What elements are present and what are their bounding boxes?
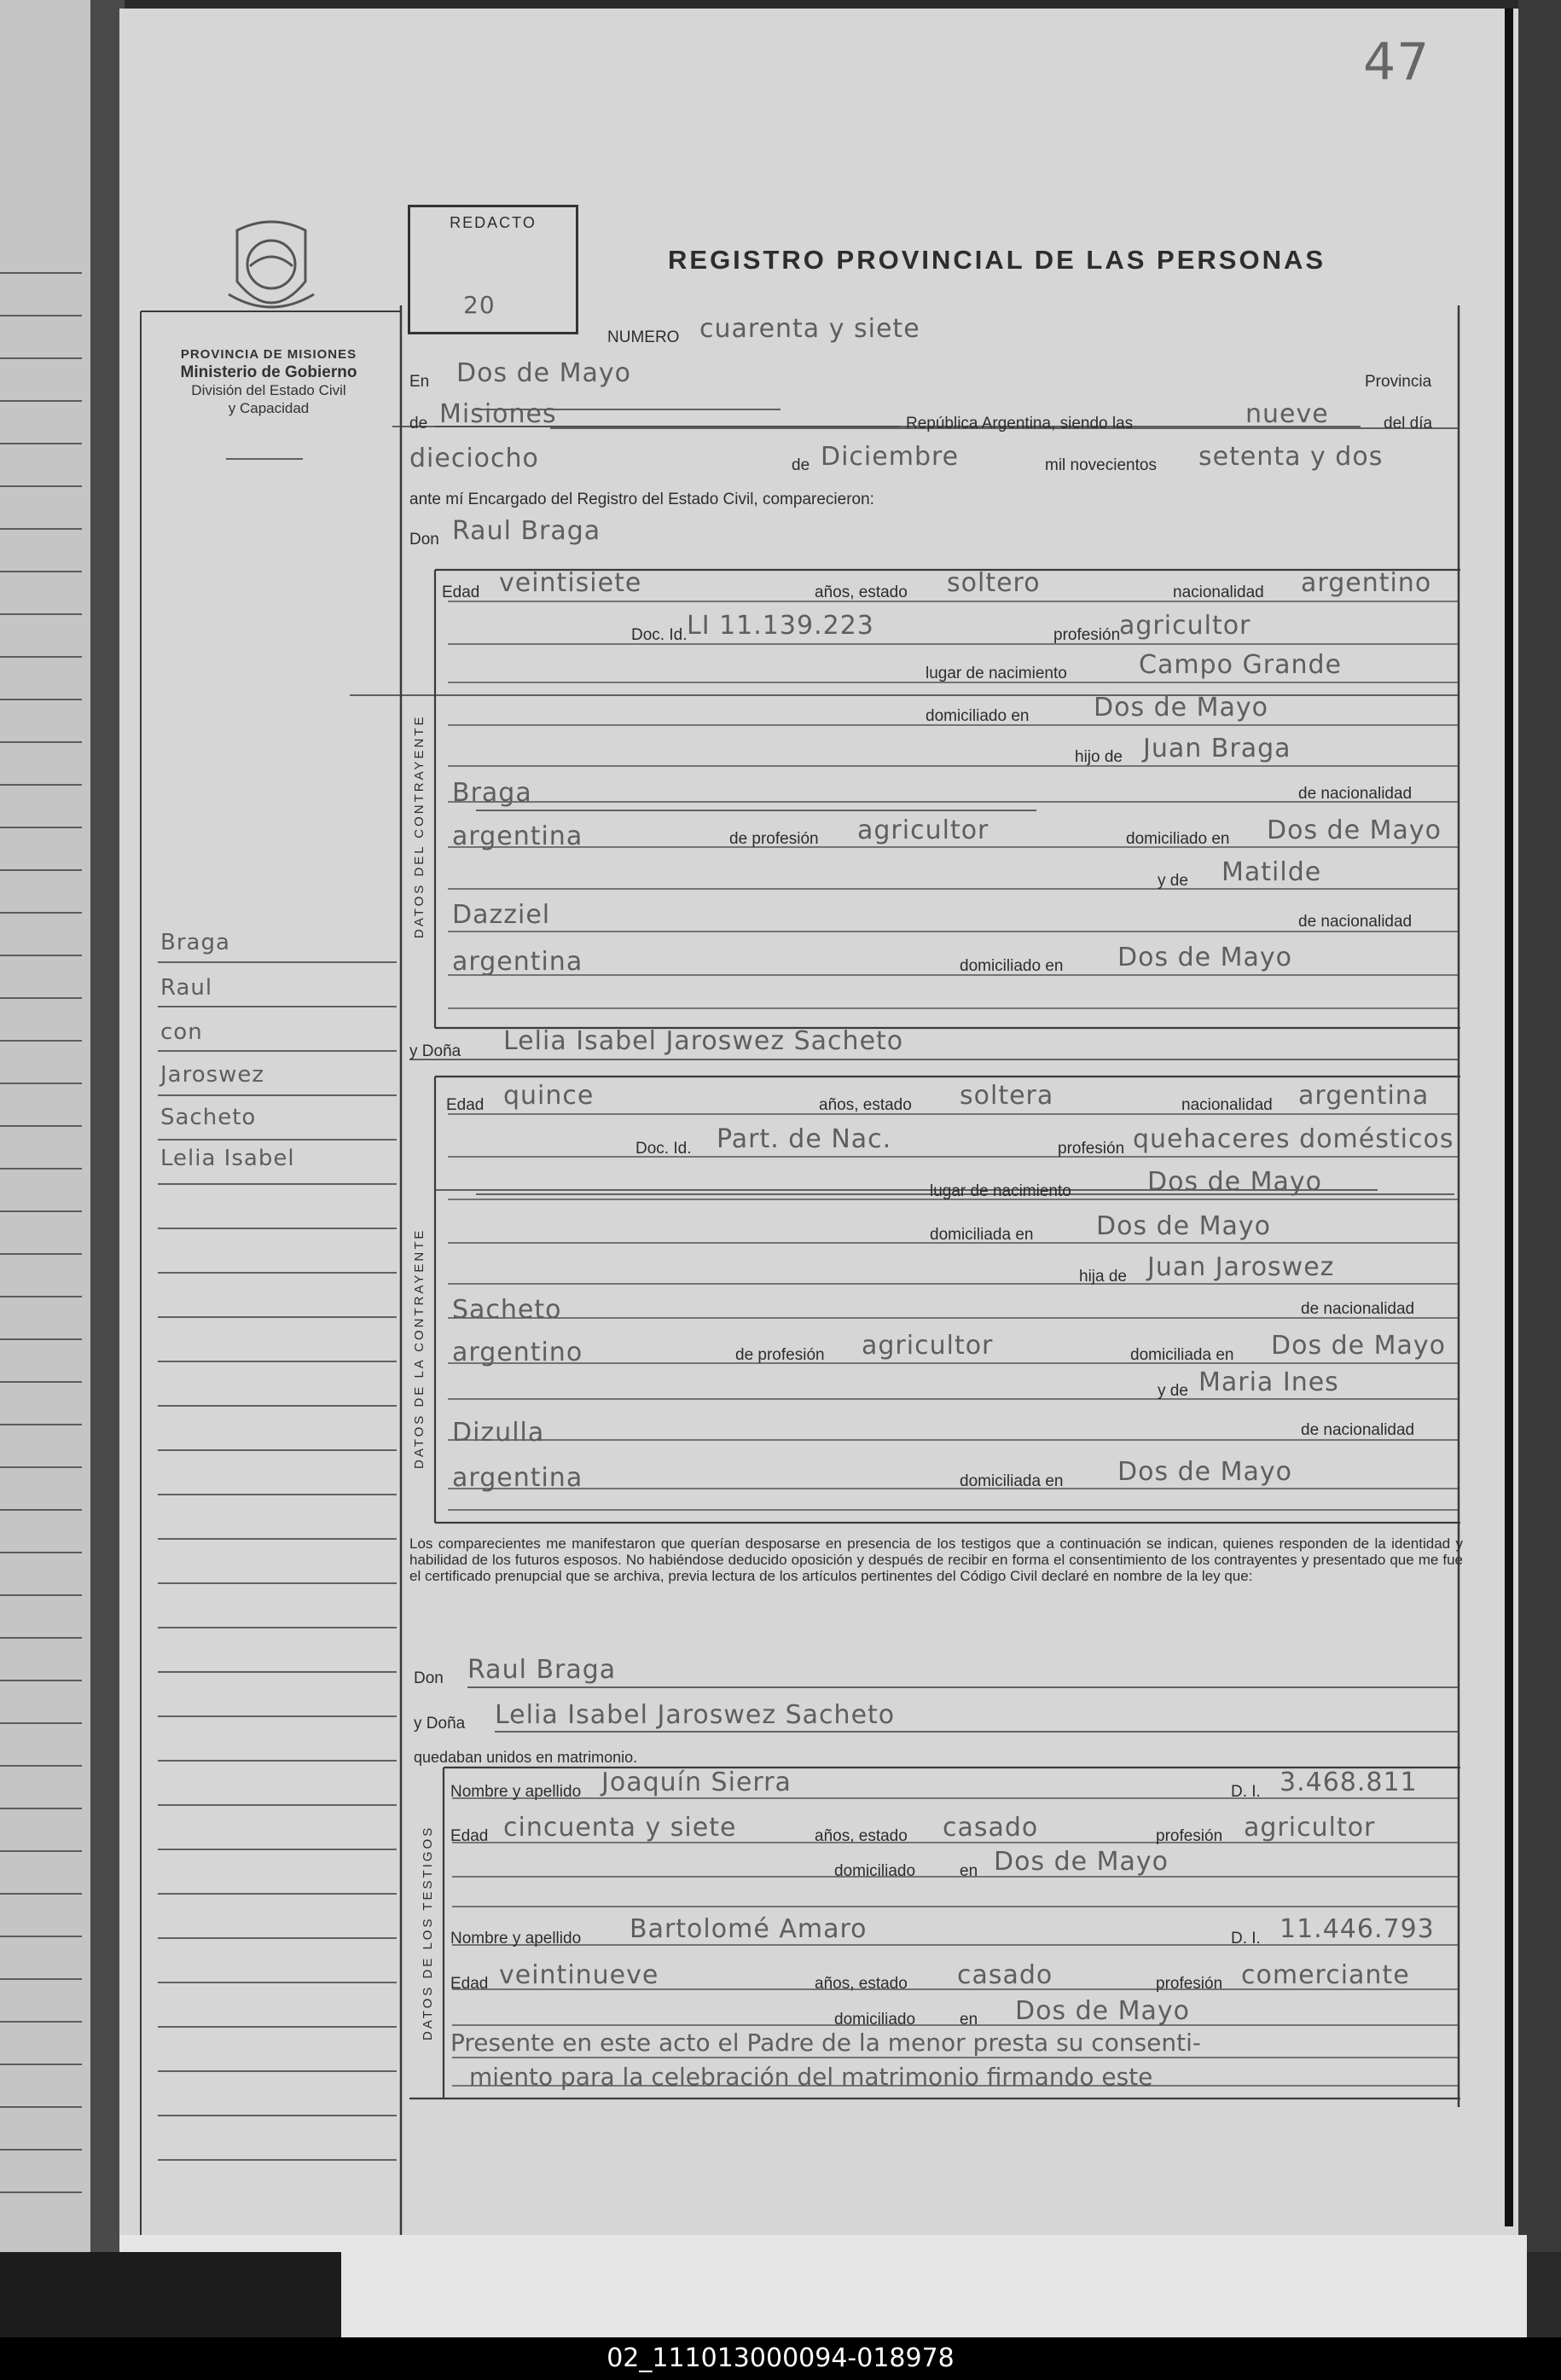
mes-value: Diciembre [821,442,960,472]
decl-don-label: Don [414,1669,444,1687]
margin-note-1: Braga [160,930,230,955]
c-estado-label: años, estado [815,583,908,601]
t2-edad-value: veintinueve [499,1960,659,1990]
de-label: de [409,415,428,432]
decl-dona-value: Lelia Isabel Jaroswez Sacheto [495,1700,896,1730]
witness-note-line-1: Presente en este acto el Padre de la menor presta su consenti- [450,2029,1202,2057]
f-estado-value: soltera [960,1081,1054,1111]
c-padre-line2: Braga [452,778,532,808]
c-lugar-label: lugar de nacimiento [926,665,1067,682]
t1-nombre-value: Joaquín Sierra [601,1768,792,1797]
t1-di-value: 3.468.811 [1280,1768,1418,1797]
t2-edad-label: Edad [450,1975,489,1993]
provincia-label: Provincia [1365,373,1432,391]
t1-prof-value: agricultor [1244,1813,1376,1843]
dia-value: dieciocho [409,444,539,473]
f-doc-label: Doc. Id. [635,1140,692,1158]
c-nac-label: nacionalidad [1173,583,1264,601]
t2-di-label: D. I. [1231,1930,1261,1948]
en-label: En [409,373,430,391]
c-padre-nac-label: de nacionalidad [1298,785,1413,803]
f-padre-dom-value: Dos de Mayo [1271,1331,1447,1361]
t1-estado-label: años, estado [815,1827,908,1845]
f-nac-label: nacionalidad [1181,1096,1273,1114]
t1-prof-label: profesión [1156,1827,1223,1845]
t1-edad-value: cincuenta y siete [503,1813,737,1843]
c-estado-value: soltero [947,568,1041,598]
f-padre-line2: Sacheto [452,1295,562,1325]
de2-label: de [792,456,810,474]
ante-mi-text: ante mí Encargado del Registro del Estado Civil, comparecieron: [409,491,874,508]
t2-dom-value: Dos de Mayo [1015,1996,1191,2026]
dona-value: Lelia Isabel Jaroswez Sacheto [503,1026,904,1056]
c-y-de-label: y de [1158,872,1188,890]
f-madre-dom-label: domiciliada en [960,1472,1064,1490]
anio-value: setenta y dos [1198,442,1384,472]
f-padre-prof-label: de profesión [735,1346,825,1364]
t2-estado-label: años, estado [815,1975,908,1993]
c-padre-dom-label: domiciliado en [1126,830,1230,848]
t1-dom-value: Dos de Mayo [994,1847,1169,1877]
de-value: Misiones [439,399,557,429]
f-y-de-label: y de [1158,1382,1188,1400]
declaration-text: Los comparecientes me manifestaron que querían desposarse en presencia de los testigos que a continuación se indican, quienes responden de la identidad y habilidad de los futuros esposos. No habiéndose deducido oposición y después de recibir en forma el consentimiento de los contrayentes y presentado que me fue el certificado prenupcial que se archiva, previa lectura de los artículos pertinentes del Código Civil declaré en nombre de la ley que: [409,1535,1463,1584]
numero-label: NUMERO [607,328,680,346]
c-padre-line1: Juan Braga [1143,734,1291,763]
f-doc-value: Part. de Nac. [717,1124,892,1154]
image-caption: 02_111013000094-018978 [0,2337,1561,2380]
c-padre-prof-value: agricultor [857,816,989,845]
c-madre-dom-value: Dos de Mayo [1117,943,1293,972]
quedaban-text: quedaban unidos en matrimonio. [414,1749,638,1766]
hora-value: nueve [1245,399,1329,429]
decl-dona-label: y Doña [414,1715,466,1733]
t2-di-value: 11.446.793 [1280,1914,1435,1944]
don-value: Raul Braga [452,516,601,546]
c-madre-dom-label: domiciliado en [960,957,1064,975]
c-doc-value: LI 11.139.223 [687,611,874,641]
f-lugar-value: Dos de Mayo [1147,1167,1323,1197]
f-padre-nac-label: de nacionalidad [1301,1300,1415,1318]
f-nac-value: argentina [1298,1081,1430,1111]
contrayenta-side-label: DATOS DE LA CONTRAYENTE [412,1228,427,1469]
province-name: PROVINCIA DE MISIONES [180,347,357,362]
f-prof-label: profesión [1058,1140,1125,1158]
c-nac-value: argentino [1301,568,1432,598]
margin-note-6: Lelia Isabel [160,1146,295,1171]
redacto-label: REDACTO [450,214,537,231]
f-dom-value: Dos de Mayo [1096,1211,1272,1241]
c-madre-nac-label: de nacionalidad [1298,913,1413,931]
contrayente-side-label: DATOS DEL CONTRAYENTE [412,714,427,938]
f-lugar-label: lugar de nacimiento [930,1182,1071,1200]
division-line-2: y Capacidad [228,400,310,416]
f-madre-dom-value: Dos de Mayo [1117,1457,1293,1487]
numero-value: cuarenta y siete [699,314,920,344]
t2-nombre-label: Nombre y apellido [450,1930,582,1948]
decl-don-value: Raul Braga [467,1655,617,1685]
c-dom-label: domiciliado en [926,707,1030,725]
f-padre-nac-value: argentino [452,1338,583,1367]
t2-prof-value: comerciante [1241,1960,1410,1990]
c-madre-nac-value: argentina [452,947,583,977]
f-padre-prof-value: agricultor [862,1331,994,1361]
f-madre-nac-label: de nacionalidad [1301,1421,1415,1439]
f-madre-line2: Dizulla [452,1418,545,1448]
t1-edad-label: Edad [450,1827,489,1845]
c-dom-value: Dos de Mayo [1094,693,1269,723]
t2-prof-label: profesión [1156,1975,1223,1993]
testigos-side-label: DATOS DE LOS TESTIGOS [421,1825,435,2040]
witness-note-line-2: miento para la celebración del matrimonio firmando este [469,2063,1153,2091]
c-padre-nac-value: argentina [452,821,583,851]
margin-note-3: con [160,1019,203,1045]
c-doc-label: Doc. Id. [631,626,688,644]
page-number: 47 [1363,32,1430,92]
republica-label: República Argentina, siendo las [906,415,1134,432]
t1-nombre-label: Nombre y apellido [450,1783,582,1801]
ministry-name: Ministerio de Gobierno [180,363,357,381]
document-title: REGISTRO PROVINCIAL DE LAS PERSONAS [668,245,1326,275]
margin-note-2: Raul [160,975,213,1001]
c-hijo-label: hijo de [1075,748,1123,766]
office-header [141,345,397,417]
f-estado-label: años, estado [819,1096,912,1114]
c-madre-line1: Matilde [1222,857,1322,887]
division-line-1: División del Estado Civil [191,382,346,398]
t1-dom-label: domiciliado [834,1862,916,1880]
c-padre-dom-value: Dos de Mayo [1267,816,1442,845]
coat-of-arms-icon [220,213,322,324]
c-edad-value: veintisiete [499,568,642,598]
t2-en-label: en [960,2011,978,2029]
t2-estado-value: casado [957,1960,1053,1990]
t2-dom-label: domiciliado [834,2011,916,2029]
c-lugar-value: Campo Grande [1139,650,1342,680]
del-dia-label: del día [1384,415,1433,432]
f-edad-value: quince [503,1081,595,1111]
mil-label: mil novecientos [1045,456,1157,474]
redacto-stamp-box [408,205,578,334]
t1-di-label: D. I. [1231,1783,1261,1801]
t1-estado-value: casado [943,1813,1039,1843]
margin-note-5: Sacheto [160,1105,257,1130]
c-prof-label: profesión [1053,626,1121,644]
redacto-handwritten: 20 [463,291,496,319]
c-edad-label: Edad [442,583,480,601]
c-padre-prof-label: de profesión [729,830,819,848]
f-padre-line1: Juan Jaroswez [1147,1252,1335,1282]
t1-en-label: en [960,1862,978,1880]
f-hija-label: hija de [1079,1268,1127,1286]
c-madre-line2: Dazziel [452,900,551,930]
f-edad-label: Edad [446,1096,485,1114]
f-dom-label: domiciliada en [930,1226,1034,1244]
t2-nombre-value: Bartolomé Amaro [630,1914,868,1944]
f-madre-nac-value: argentina [452,1463,583,1493]
don-label: Don [409,531,439,549]
c-prof-value: agricultor [1119,611,1251,641]
dona-label: y Doña [409,1042,461,1060]
f-madre-line1: Maria Ines [1198,1367,1339,1397]
margin-note-4: Jaroswez [160,1062,265,1088]
f-prof-value: quehaceres domésticos [1133,1124,1454,1154]
f-padre-dom-label: domiciliada en [1130,1346,1234,1364]
en-value: Dos de Mayo [456,358,632,388]
